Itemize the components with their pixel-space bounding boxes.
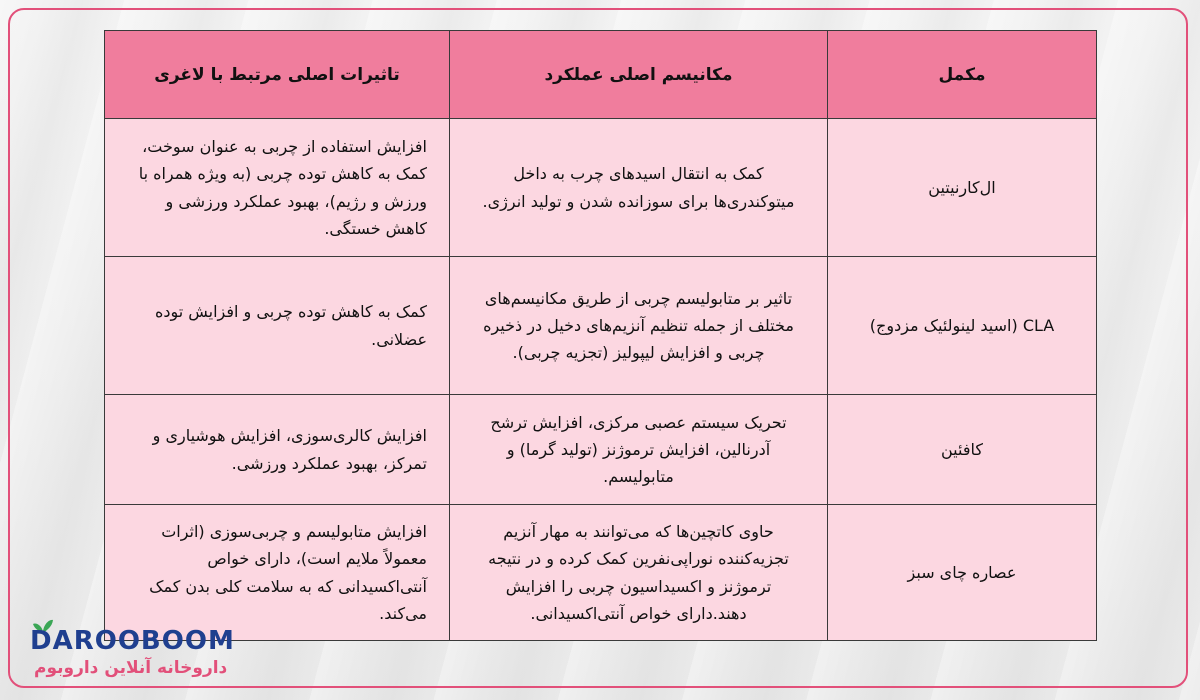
table-header-row [105,31,1097,119]
table-row [105,395,1097,505]
header-mechanism: مکانیسم اصلی عملکرد [450,31,828,119]
brand-name: DAROOBOOM [30,626,235,656]
cell-effects: افزایش متابولیسم و چربی‌سوزی (اثرات معمولاً ملایم است)، دارای خواص آنتی‌اکسیدانی که به سلامت کلی بدن کمک می‌کند. [105,505,450,641]
cell-effects: افزایش کالری‌سوزی، افزایش هوشیاری و تمرکز، بهبود عملکرد ورزشی. [105,395,450,505]
cell-effects: افزایش استفاده از چربی به عنوان سوخت، کمک به کاهش توده چربی (به ویژه همراه با ورزش و رژیم)، بهبود عملکرد ورزشی و کاهش خستگی. [105,119,450,257]
cell-supplement: ال‌کارنیتین [828,119,1097,257]
cell-mechanism: تاثیر بر متابولیسم چربی از طریق مکانیسم‌های مختلف از جمله تنظیم آنزیم‌های دخیل در ذخیره چربی و افزایش لیپولیز (تجزیه چربی). [450,257,828,395]
cell-supplement: کافئین [828,395,1097,505]
header-supplement: مکمل [828,31,1097,119]
cell-effects: کمک به کاهش توده چربی و افزایش توده عضلانی. [105,257,450,395]
cell-supplement [828,257,1097,395]
header-effects: تاثیرات اصلی مرتبط با لاغری [105,31,450,119]
cell-mechanism: تحریک سیستم عصبی مرکزی، افزایش ترشح آدرنالین، افزایش ترموژنز (تولید گرما) و متابولیسم. [450,395,828,505]
table-row [105,257,1097,395]
cell-mechanism: حاوی کاتچین‌ها که می‌توانند به مهار آنزیم تجزیه‌کننده نوراپی‌نفرین کمک کرده و در نتیجه ترموژنز و اکسیداسیون چربی را افزایش دهند.دارای خواص آنتی‌اکسیدانی. [450,505,828,641]
brand-tagline: داروخانه آنلاین داروبوم [34,658,228,678]
cell-mechanism: کمک به انتقال اسیدهای چرب به داخل میتوکندری‌ها برای سوزانده شدن و تولید انرژی. [450,119,828,257]
table-row [105,119,1097,257]
cell-supplement: عصاره چای سبز [828,505,1097,641]
brand-logo [30,616,260,686]
supplement-comparison-table [104,30,1097,641]
cell-supplement-text: CLA (اسید لینولئیک مزدوج) [869,315,1055,335]
